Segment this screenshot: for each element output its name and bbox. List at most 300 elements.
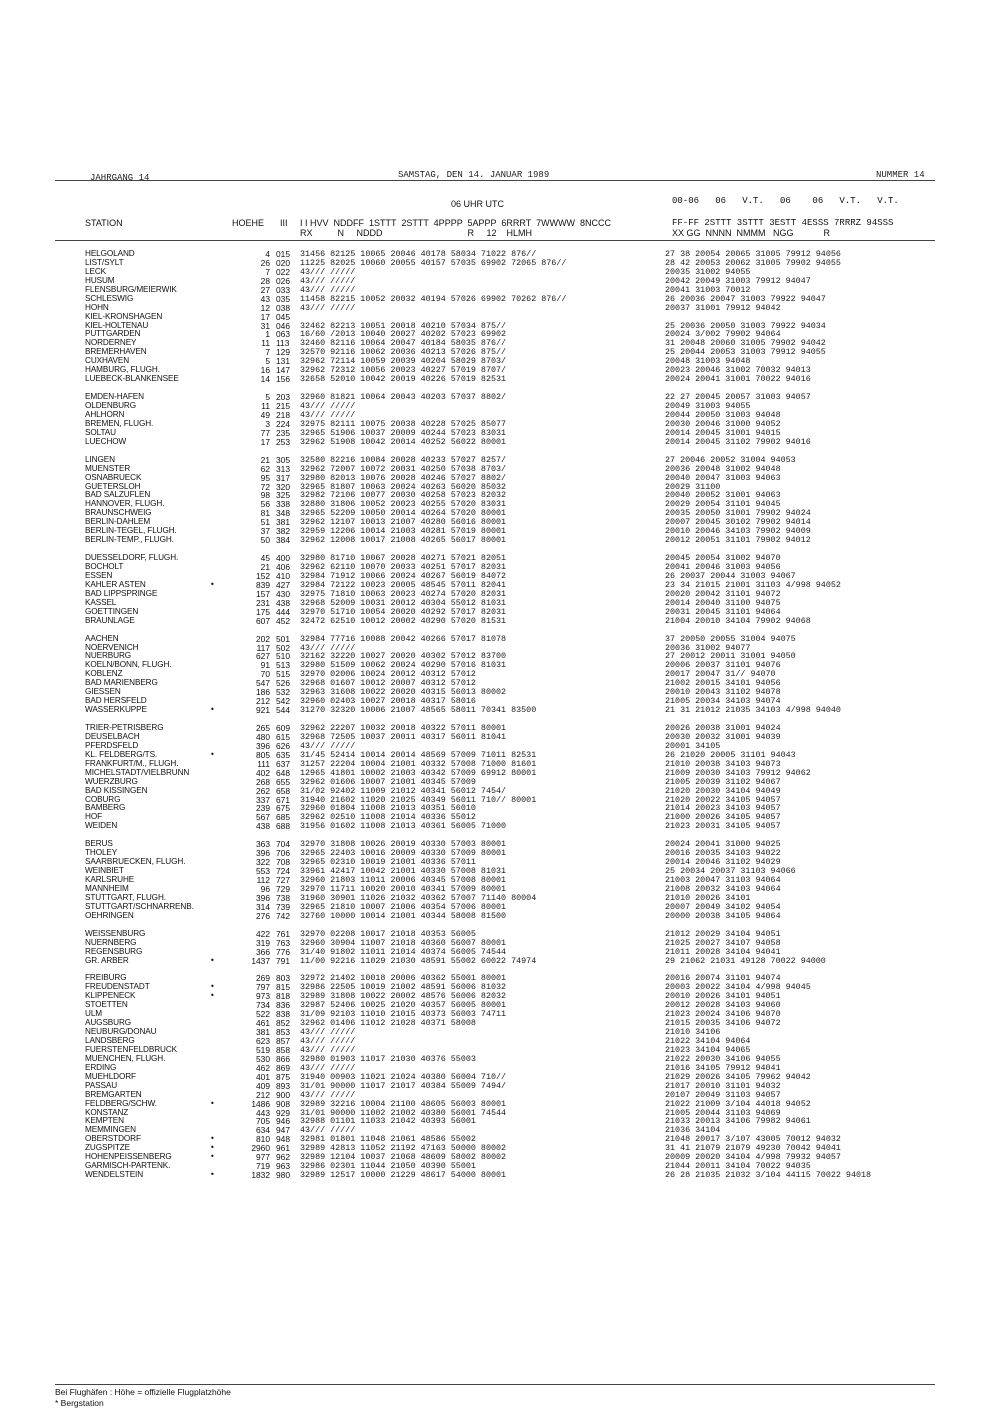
- station-name: HOF: [85, 813, 102, 822]
- extra-groups: 21015 20035 34106 94072: [665, 1018, 781, 1029]
- synop-groups: 11225 82025 10060 20055 40157 57035 69902 72065 876//: [300, 257, 567, 268]
- table-row: [0, 295, 1000, 304]
- station-index: 963: [276, 1161, 290, 1172]
- station-name: SCHLESWIG: [85, 294, 134, 303]
- station-name: THOLEY: [85, 849, 118, 858]
- station-index: 320: [276, 481, 290, 492]
- synop-groups: 43/// /////: [300, 266, 356, 277]
- station-index: 671: [276, 794, 290, 805]
- station-index: 035: [276, 293, 290, 304]
- station-index: 063: [276, 329, 290, 340]
- extra-groups: 25 20044 20053 31003 79912 94055: [665, 347, 826, 358]
- station-height: 28: [260, 275, 270, 286]
- station-index: 022: [276, 266, 290, 277]
- extra-groups: 20006 20037 31101 94076: [665, 660, 781, 671]
- station-index: 542: [276, 696, 290, 707]
- station-name: NEUBURG/DONAU: [85, 1028, 157, 1037]
- groups-heading: I I HVV NDDFF 1STTT 2STTT 4PPPP 5APPP 6RRRT 7WWWW 8NCCC: [300, 218, 612, 228]
- station-height: 337: [256, 794, 270, 805]
- extra-groups: 20029 31100: [665, 481, 721, 492]
- extra-groups: 21033 20013 34106 79982 94061: [665, 1116, 811, 1127]
- station-index: 857: [276, 1036, 290, 1046]
- station-name: KOBLENZ: [85, 670, 123, 679]
- station-index: 875: [276, 1071, 290, 1082]
- station-height: 268: [256, 776, 270, 787]
- station-height: 43: [260, 293, 270, 304]
- station-name: SAARBRUECKEN, FLUGH.: [85, 858, 186, 867]
- extra-groups: 20024 3/002 79902 94064: [665, 329, 781, 340]
- station-name: NUERBURG: [85, 652, 132, 661]
- synop-groups: 32962 02510 11008 21014 40336 55012: [300, 812, 476, 823]
- station-index: 038: [276, 302, 290, 313]
- extra-groups: 23 34 21015 21001 31103 4/998 94052: [665, 579, 841, 590]
- station-name: AACHEN: [85, 634, 119, 643]
- station-height: 77: [260, 427, 270, 438]
- table-row: [0, 304, 1000, 313]
- station-name: AUGSBURG: [85, 1019, 132, 1028]
- station-name: LINGEN: [85, 455, 115, 464]
- station-index: 501: [276, 633, 290, 644]
- station-height: 381: [256, 1027, 270, 1038]
- station-name: NOERVENICH: [85, 643, 139, 652]
- extra-groups: 20040 20047 31003 94063: [665, 472, 781, 483]
- station-height: 81: [260, 508, 270, 519]
- synop-groups: 32162 32220 10027 20020 40302 57012 83700: [300, 651, 507, 662]
- station-height: 396: [256, 892, 270, 903]
- station-height: 522: [256, 1009, 270, 1020]
- station-index: 869: [276, 1062, 290, 1073]
- synop-groups: 32970 31808 10026 20019 40330 57003 80001: [300, 839, 507, 850]
- station-index: 129: [276, 347, 290, 358]
- station-index: 015: [276, 249, 290, 259]
- extra-groups: 20035 31002 94055: [665, 266, 751, 277]
- extra-groups: 20014 20046 31102 94029: [665, 857, 781, 868]
- time-heading: 06 UHR UTC: [451, 199, 505, 209]
- synop-groups: 32987 52406 10025 21020 40357 56005 80001: [300, 1000, 507, 1011]
- mountain-station-marker: •: [210, 1170, 215, 1180]
- table-row: [0, 375, 1000, 384]
- station-height: 805: [256, 749, 270, 760]
- station-height: 27: [260, 284, 270, 295]
- extra-groups: 20014 20045 31102 79902 94016: [665, 436, 811, 447]
- synop-groups: 33961 42417 10042 21001 40330 57008 81031: [300, 866, 507, 877]
- synop-groups: 32965 81807 10063 20024 40263 56020 85032: [300, 481, 507, 492]
- synop-groups: 32460 82116 10064 20047 40184 58035 876//: [300, 338, 507, 349]
- extra-groups: 21010 34106: [665, 1027, 721, 1038]
- extra-groups: 21009 20030 34103 79912 94062: [665, 767, 811, 778]
- station-index: 658: [276, 785, 290, 796]
- extra-groups: 21036 34104: [665, 1125, 721, 1136]
- station-index: 313: [276, 463, 290, 474]
- synop-groups: 32965 22403 10016 20009 40330 57009 80001: [300, 848, 507, 859]
- station-name: MUENSTER: [85, 464, 131, 473]
- station-name: LANDSBERG: [85, 1037, 135, 1045]
- station-index: 706: [276, 848, 290, 859]
- station-height: 409: [256, 1080, 270, 1091]
- station-height: 276: [256, 910, 270, 921]
- synop-groups: 32580 82216 10084 20028 40233 57027 8257/: [300, 454, 507, 465]
- extra-groups: 20037 31001 79912 94042: [665, 302, 781, 313]
- station-name: BREMERHAVEN: [85, 348, 147, 357]
- station-index: 675: [276, 803, 290, 814]
- station-index: 908: [276, 1098, 290, 1109]
- synop-groups: 32970 11711 10020 20010 40341 57009 80001: [300, 883, 507, 894]
- mountain-station-marker: •: [210, 1134, 215, 1144]
- station-index: 526: [276, 678, 290, 689]
- station-index: 893: [276, 1080, 290, 1091]
- station-index: 818: [276, 991, 290, 1002]
- extra-groups: 21020 20030 34104 94049: [665, 785, 781, 796]
- station-index: 338: [276, 499, 290, 510]
- station-name: BAD KISSINGEN: [85, 786, 148, 795]
- synop-groups: 32982 72106 10077 20030 40258 57023 82032: [300, 490, 507, 501]
- extra-groups: 20040 20052 31001 94063: [665, 490, 781, 501]
- station-height: 1832: [251, 1170, 270, 1181]
- station-name: HOHN: [85, 303, 109, 312]
- station-heading: STATION: [85, 218, 123, 228]
- extra-groups: 26 21020 20005 31101 94043: [665, 749, 796, 760]
- station-name: BOCHOLT: [85, 563, 124, 571]
- station-index: 406: [276, 562, 290, 572]
- synop-groups: 43/// /////: [300, 275, 356, 286]
- extra-groups: 21023 20024 34106 94070: [665, 1009, 781, 1020]
- extra-groups: 20000 20038 34105 94064: [665, 910, 781, 921]
- synop-groups: 32986 22505 10019 21002 48591 56006 81032: [300, 982, 507, 993]
- table-row: [0, 438, 1000, 447]
- table-row: [0, 1117, 1000, 1126]
- extra-groups: 21014 20023 34103 94057: [665, 803, 781, 814]
- station-index: 131: [276, 356, 290, 367]
- extra-groups: 29 21062 21031 49128 70022 94000: [665, 955, 826, 966]
- extra-groups: 21005 20034 34103 94074: [665, 696, 781, 707]
- station-name: SOLTAU: [85, 428, 116, 437]
- table-row: [0, 849, 1000, 858]
- synop-groups: 32960 21803 11011 20006 40345 57008 80001: [300, 875, 507, 885]
- synop-groups: 32968 72505 10037 20011 40317 56011 81041: [300, 731, 507, 742]
- station-height: 1486: [251, 1098, 270, 1109]
- station-height: 95: [260, 472, 270, 483]
- station-height: 7: [265, 347, 270, 358]
- station-name: WUERZBURG: [85, 777, 138, 786]
- station-height: 3: [265, 418, 270, 429]
- synop-groups: 32960 81821 10064 20043 40203 57037 8802/: [300, 392, 507, 403]
- synop-groups: 31257 22204 10004 21001 40332 57008 71000 81601: [300, 758, 537, 769]
- table-row: [0, 706, 1000, 715]
- station-name: REGENSBURG: [85, 947, 143, 956]
- station-index: 635: [276, 749, 290, 760]
- station-name: DEUSELBACH: [85, 732, 140, 741]
- extra-groups: 21008 20032 34103 94064: [665, 883, 781, 894]
- station-height: 21: [260, 454, 270, 465]
- station-name: GUETERSLOH: [85, 482, 141, 491]
- extra-groups: 21044 20011 34104 70022 94035: [665, 1161, 811, 1172]
- station-index: 947: [276, 1125, 290, 1136]
- synop-groups: 32970 02006 10024 20012 40312 57012: [300, 669, 476, 680]
- station-height: 461: [256, 1018, 270, 1029]
- station-height: 530: [256, 1053, 270, 1064]
- station-height: 839: [256, 579, 270, 590]
- station-height: 977: [256, 1152, 270, 1163]
- table-row: [0, 670, 1000, 679]
- table-row: [0, 1126, 1000, 1135]
- synop-groups: 32960 01804 11008 21013 40351 56010: [300, 803, 476, 814]
- extra-groups: 20012 20028 34103 94060: [665, 1000, 781, 1011]
- table-row: [0, 1019, 1000, 1028]
- station-height: 21: [260, 562, 270, 572]
- station-index: 727: [276, 875, 290, 885]
- station-name: MUEHLDORF: [85, 1072, 136, 1081]
- station-name: BERLIN-TEMP., FLUGH.: [85, 536, 174, 545]
- station-index: 763: [276, 937, 290, 948]
- station-index: 708: [276, 857, 290, 868]
- station-height: 319: [256, 937, 270, 948]
- station-index: 513: [276, 660, 290, 671]
- station-name: OBERSTDORF: [85, 1135, 141, 1144]
- table-row: [0, 804, 1000, 813]
- table-row: [0, 536, 1000, 545]
- station-index: 685: [276, 812, 290, 823]
- station-name: HUSUM: [85, 276, 115, 285]
- station-index: 382: [276, 526, 290, 537]
- synop-groups: 43/// /////: [300, 1044, 356, 1055]
- station-height: 37: [260, 526, 270, 537]
- synop-groups: 43/// /////: [300, 401, 356, 411]
- extra-groups: 20014 20045 31001 94015: [665, 427, 781, 438]
- index-heading: III: [280, 218, 288, 228]
- station-height: 72: [260, 481, 270, 492]
- synop-groups: 32962 72312 10056 20023 40227 57019 8707/: [300, 365, 507, 376]
- synop-groups: 32984 77716 10088 20042 40266 57017 81078: [300, 633, 507, 644]
- station-name: AHLHORN: [85, 410, 125, 419]
- station-index: 113: [276, 338, 290, 349]
- mountain-station-marker: •: [210, 982, 215, 992]
- table-end-rule: [55, 1384, 935, 1385]
- station-index: 215: [276, 401, 290, 411]
- extra-groups: 20016 20074 31101 94074: [665, 973, 781, 984]
- station-height: 265: [256, 723, 270, 733]
- station-height: 186: [256, 687, 270, 698]
- extra-groups: 21010 20026 34101: [665, 892, 751, 903]
- synop-groups: 31270 32320 10006 21007 48565 58011 70341 83500: [300, 705, 537, 716]
- extra-groups: 20036 20048 31002 94048: [665, 463, 781, 474]
- station-index: 348: [276, 508, 290, 519]
- extra-groups: 20041 31003 70012: [665, 284, 751, 295]
- station-index: 866: [276, 1053, 290, 1064]
- station-index: 381: [276, 517, 290, 528]
- mountain-station-marker: •: [210, 749, 215, 759]
- synop-groups: 32989 32216 10004 21100 48605 56003 80001: [300, 1098, 507, 1109]
- synop-groups: 32472 62510 10012 20002 40290 57020 81531: [300, 615, 507, 626]
- station-height: 567: [256, 812, 270, 823]
- synop-groups: 32986 02301 11044 21050 40390 55001: [300, 1161, 476, 1172]
- synop-groups: 32880 31806 10052 20023 40255 57020 83031: [300, 499, 507, 510]
- extra-groups: 20029 20054 31101 94045: [665, 499, 781, 510]
- station-height: 5: [265, 356, 270, 367]
- extra-groups: 20048 31003 94048: [665, 356, 751, 367]
- station-index: 502: [276, 642, 290, 653]
- extra-groups: 21012 20029 34104 94051: [665, 928, 781, 939]
- station-index: 532: [276, 687, 290, 698]
- station-name: PFERDSFELD: [85, 741, 139, 750]
- station-height: 921: [256, 705, 270, 716]
- synop-groups: 43/// /////: [300, 1036, 356, 1046]
- extra-groups: 20030 20046 31000 94052: [665, 418, 781, 429]
- station-height: 363: [256, 839, 270, 850]
- synop-groups: 32570 92116 10062 20036 40213 57026 875//: [300, 347, 507, 358]
- mountain-station-marker: •: [210, 1152, 215, 1162]
- synop-groups: 32462 82213 10051 20018 40210 57034 875//: [300, 320, 507, 331]
- station-name: FRANKFURT/M., FLUGH.: [85, 759, 179, 768]
- table-row: [0, 957, 1000, 966]
- extra-groups: 20020 20042 31101 94072: [665, 588, 781, 599]
- extra-groups: 20024 20041 31001 70022 94016: [665, 374, 811, 385]
- station-height: 627: [256, 651, 270, 662]
- station-name: LIST/SYLT: [85, 258, 124, 267]
- table-row: [0, 617, 1000, 626]
- station-index: 147: [276, 365, 290, 376]
- station-index: 400: [276, 553, 290, 564]
- extra-groups: 21003 20047 31103 94064: [665, 875, 781, 885]
- table-row: [0, 1082, 1000, 1091]
- station-name: ESSEN: [85, 571, 113, 580]
- synop-groups: 32658 52010 10042 20019 40226 57019 82531: [300, 374, 507, 385]
- station-index: 962: [276, 1152, 290, 1163]
- extra-groups: 21016 34105 79912 94041: [665, 1062, 781, 1073]
- station-name: BRAUNLAGE: [85, 616, 135, 625]
- station-height: 17: [260, 311, 270, 322]
- station-height: 17: [260, 436, 270, 447]
- station-name: BERLIN-DAHLEM: [85, 518, 151, 527]
- synop-groups: 31/01 90000 11017 21017 40384 55009 7494/: [300, 1080, 507, 1091]
- extra-groups: 31 20048 20060 31005 79902 94042: [665, 338, 826, 349]
- synop-groups: 32965 51906 10037 20009 40244 57023 83031: [300, 427, 507, 438]
- station-index: 858: [276, 1044, 290, 1055]
- synop-groups: 32975 71810 10063 20023 40274 57020 82031: [300, 588, 507, 599]
- station-index: 427: [276, 579, 290, 590]
- right-groups-subheading: XX GG NNNN NMMM NGG R: [672, 228, 831, 238]
- station-index: 739: [276, 901, 290, 912]
- station-index: 900: [276, 1089, 290, 1100]
- synop-groups: 32962 22207 10032 20018 40322 57011 80001: [300, 723, 507, 733]
- station-name: GOETTINGEN: [85, 607, 139, 616]
- station-name: WEIDEN: [85, 822, 118, 831]
- synop-groups: 16/60 /2013 10040 20027 40202 57023 69902: [300, 329, 507, 340]
- station-height: 810: [256, 1134, 270, 1145]
- station-index: 384: [276, 535, 290, 546]
- extra-groups: 22 27 20045 20057 31003 94057: [665, 392, 811, 403]
- extra-groups: 37 20050 20055 31004 94075: [665, 633, 796, 644]
- table-row: [0, 268, 1000, 277]
- station-name: GR. ARBER: [85, 956, 129, 965]
- station-name: TRIER-PETRISBERG: [85, 724, 164, 732]
- station-name: STUTTGART/SCHNARRENB.: [85, 902, 194, 911]
- station-index: 235: [276, 427, 290, 438]
- extra-groups: 21022 21009 3/104 44018 94052: [665, 1098, 811, 1109]
- station-name: MUENCHEN, FLUGH.: [85, 1054, 166, 1063]
- synop-groups: 43/// /////: [300, 284, 356, 295]
- station-name: BAD LIPPSPRINGE: [85, 589, 158, 598]
- station-name: LUECHOW: [85, 437, 127, 446]
- station-height: 96: [260, 883, 270, 894]
- synop-groups: 43/// /////: [300, 642, 356, 653]
- station-index: 836: [276, 1000, 290, 1011]
- station-name: DUESSELDORF, FLUGH.: [85, 554, 179, 563]
- station-height: 366: [256, 946, 270, 957]
- extra-groups: 20026 20038 31001 94024: [665, 723, 781, 733]
- extra-groups: 20001 34105: [665, 740, 721, 751]
- station-index: 544: [276, 705, 290, 716]
- extra-groups: 20007 20049 34102 94054: [665, 901, 781, 912]
- station-name: KASSEL: [85, 598, 117, 607]
- station-height: 62: [260, 463, 270, 474]
- extra-groups: 21005 20044 31103 94069: [665, 1107, 781, 1118]
- station-name: NUERNBERG: [85, 938, 137, 947]
- synop-groups: 32965 02310 10019 21001 40336 57011: [300, 857, 476, 868]
- synop-groups: 32980 82013 10076 20028 40246 57027 8802/: [300, 472, 507, 483]
- station-name: LUEBECK-BLANKENSEE: [85, 375, 179, 384]
- station-height: 98: [260, 490, 270, 501]
- synop-groups: 31/09 92103 11010 21015 40373 56003 74711: [300, 1009, 507, 1020]
- table-row: [0, 661, 1000, 670]
- extra-groups: 21011 20028 34104 94041: [665, 946, 781, 957]
- station-name: WENDELSTEIN: [85, 1171, 144, 1180]
- station-name: STOETTEN: [85, 1001, 128, 1010]
- station-height: 314: [256, 901, 270, 912]
- right-groups-heading: FF-FF 2STTT 3STTT 3ESTT 4ESSS 7RRRZ 94SSS: [672, 218, 894, 228]
- synop-groups: 32965 52209 10050 20014 40264 57020 80001: [300, 508, 507, 519]
- synop-groups: 31/02 92402 11009 21012 40341 56012 7454/: [300, 785, 507, 796]
- station-name: MICHELSTADT/VIELBRUNN: [85, 768, 190, 777]
- station-height: 262: [256, 785, 270, 796]
- station-height: 396: [256, 740, 270, 751]
- volume-label: JAHRGANG 14: [90, 173, 150, 183]
- station-index: 615: [276, 731, 290, 742]
- synop-groups: 31940 21602 11020 21025 40349 56011 710// 80001: [300, 794, 537, 805]
- table-row: [0, 822, 1000, 831]
- synop-groups: 32962 72114 10059 20039 40204 58029 8703/: [300, 356, 507, 367]
- station-height: 462: [256, 1062, 270, 1073]
- station-name: FREIBURG: [85, 974, 127, 983]
- station-height: 4: [265, 249, 270, 259]
- extra-groups: 21025 20027 34107 94058: [665, 937, 781, 948]
- station-index: 515: [276, 669, 290, 680]
- synop-groups: 32965 21810 10007 21006 40354 57006 80001: [300, 901, 507, 912]
- station-index: 637: [276, 758, 290, 769]
- station-height: 239: [256, 803, 270, 814]
- synop-groups: 32989 12104 10037 21068 48609 58002 80002: [300, 1152, 507, 1163]
- station-height: 31: [260, 320, 270, 331]
- station-height: 519: [256, 1044, 270, 1055]
- station-height: 422: [256, 928, 270, 939]
- synop-groups: 43/// /////: [300, 1062, 356, 1073]
- station-height: 117: [256, 642, 270, 653]
- synop-groups: 43/// /////: [300, 409, 356, 420]
- table-row: [0, 1046, 1000, 1055]
- station-index: 838: [276, 1009, 290, 1020]
- synop-groups: 32989 31808 10022 20002 48576 56006 82032: [300, 991, 507, 1002]
- synop-groups: 31/45 52414 10014 20014 48569 57009 71011 82531: [300, 749, 537, 760]
- station-index: 948: [276, 1134, 290, 1145]
- station-name: KARLSRUHE: [85, 876, 135, 884]
- station-height: 112: [256, 875, 270, 885]
- extra-groups: 27 20012 20011 31001 94050: [665, 651, 796, 662]
- station-name: STUTTGART, FLUGH.: [85, 893, 166, 902]
- station-name: KONSTANZ: [85, 1108, 129, 1117]
- station-name: FREUDENSTADT: [85, 983, 150, 992]
- header-rule: [55, 180, 935, 181]
- issue-number: NUMMER 14: [876, 170, 925, 180]
- extra-groups: 26 28 21035 21032 3/104 44115 70022 94018: [665, 1170, 872, 1181]
